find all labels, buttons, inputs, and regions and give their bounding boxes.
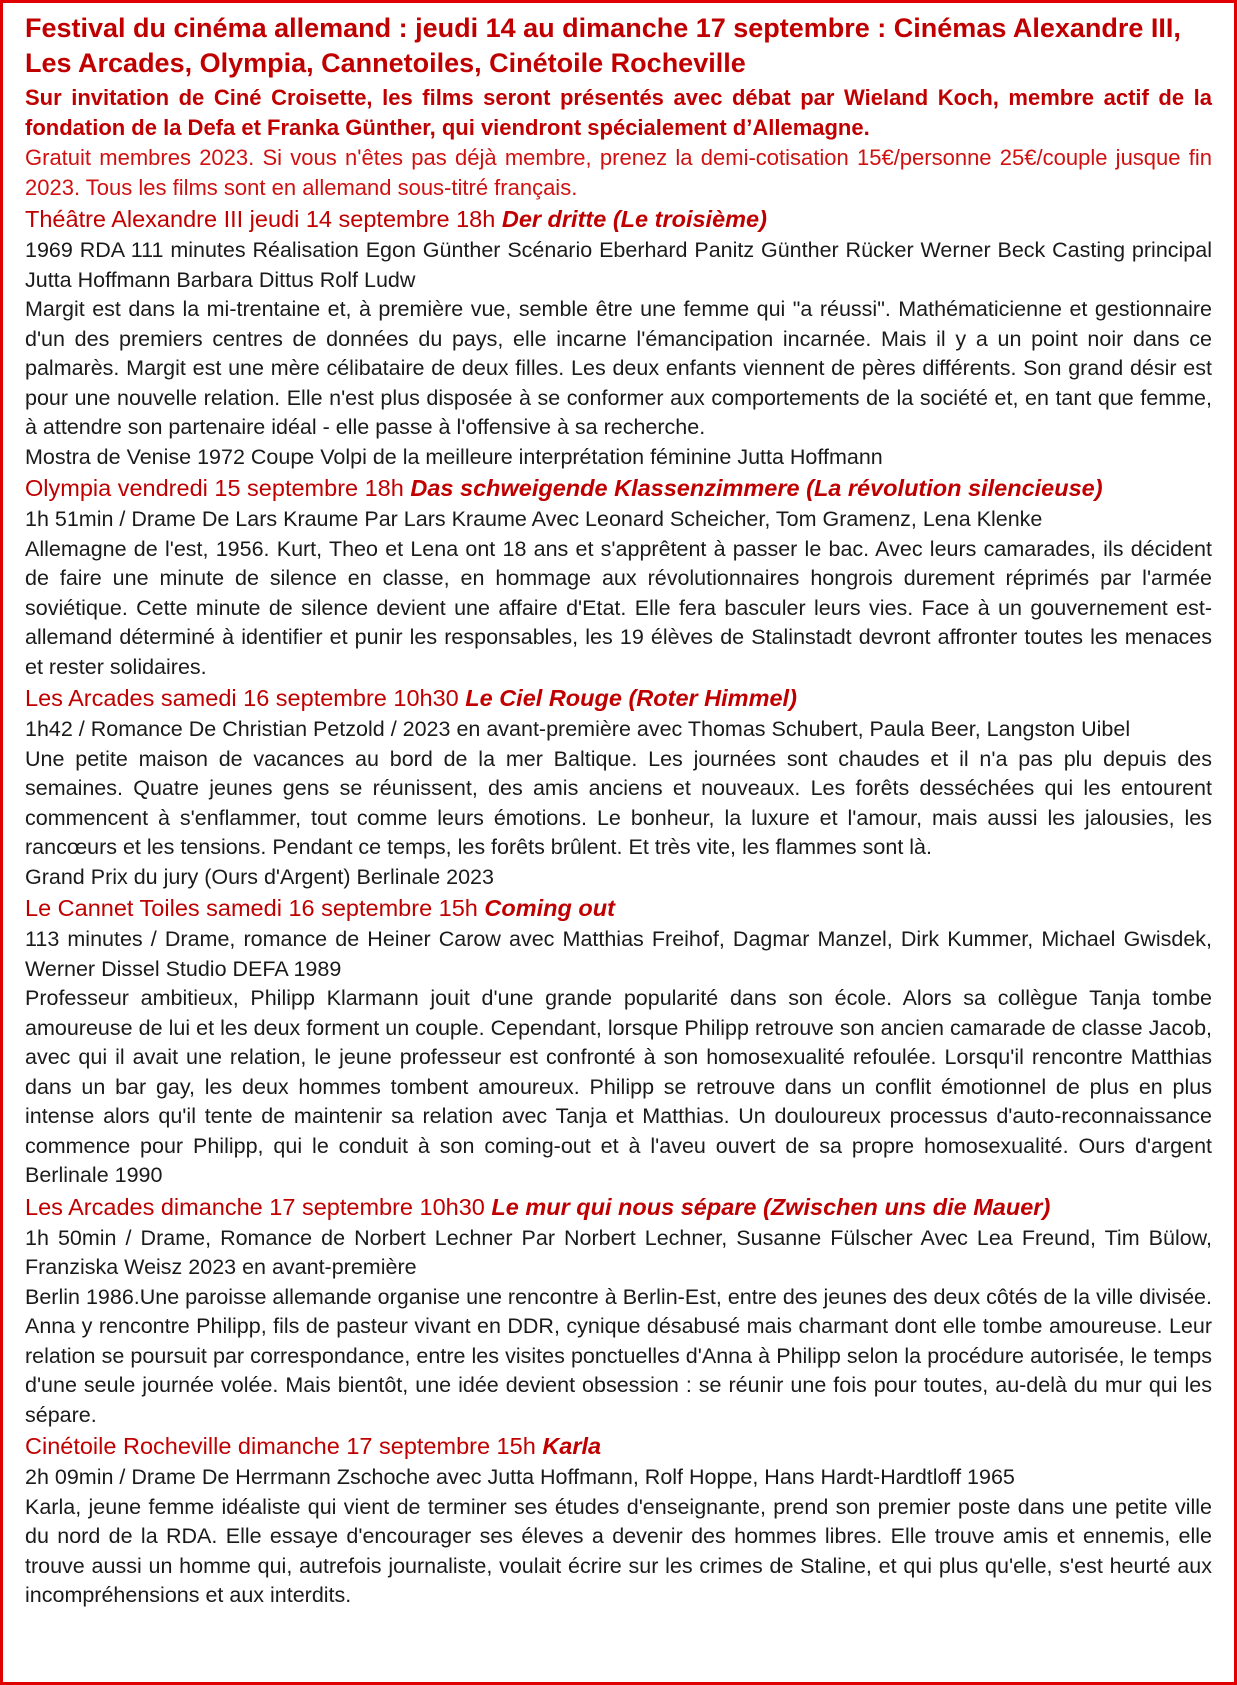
film-award: Mostra de Venise 1972 Coupe Volpi de la meilleure interprétation féminine Jutta Hoffmann <box>25 444 883 469</box>
film-section-der-dritte <box>25 204 1212 472</box>
film-credits: 113 minutes / Drame, romance de Heiner Carow avec Matthias Freihof, Dagmar Manzel, Dirk Kummer, Michael Gwisdek, Werner Dissel Studio DEFA 1989 <box>25 927 1212 981</box>
film-title: Le Ciel Rouge (Roter Himmel) <box>465 685 797 711</box>
film-synopsis: Margit est dans la mi-trentaine et, à première vue, semble être une femme qui "a réussi". Mathématicienne et gestionnaire d'un des premiers centres de données du pays, elle incarne l'émancipation incarnée. Mais il y a un point noir dans ce palmarès. Margit est une mère célibataire de deux filles. Les deux enfants viennent de pères différents. Son grand désir est pour une nouvelle relation. Elle n'est plus disposée à se conformer aux comportements de la société et, en tant que femme, à attendre son partenaire idéal - elle passe à l'offensive à sa recherche. <box>25 297 1212 439</box>
film-venue-date: Le Cannet Toiles samedi 16 septembre 15h <box>25 895 478 921</box>
film-credits: 1h42 / Romance De Christian Petzold / 2023 en avant-première avec Thomas Schubert, Paula Beer, Langston Uibel <box>25 717 1131 741</box>
film-heading <box>25 1192 1212 1223</box>
film-award: Grand Prix du jury (Ours d'Argent) Berlinale 2023 <box>25 864 494 889</box>
film-heading <box>25 1431 1212 1462</box>
document-title: Festival du cinéma allemand : jeudi 14 au dimanche 17 septembre : Cinémas Alexandre III, Les Arcades, Olympia, Cannetoiles, Cinétoile Rocheville <box>25 13 1181 78</box>
film-venue-date: Théâtre Alexandre III jeudi 14 septembre 18h <box>25 206 496 232</box>
film-title: Das schweigende Klassenzimmere (La révolution silencieuse) <box>410 475 1103 501</box>
invitation-paragraph: Sur invitation de Ciné Croisette, les films seront présentés avec débat par Wieland Koch, membre actif de la fondation de la Defa et Franka Günther, qui viendront spécialement d’Allemagne. <box>25 85 1212 140</box>
film-section-klassenzimmer <box>25 473 1212 682</box>
film-synopsis: Professeur ambitieux, Philipp Klarmann jouit d'une grande popularité dans son école. Alors sa collègue Tanja tombe amoureuse de lui et les deux forment un couple. Cependant, lorsque Philipp retrouve son ancien camarade de classe Jacob, avec qui il avait une relation, le jeune professeur est confronté à son homosexualité refoulée. Lorsqu'il rencontre Matthias dans un bar gay, les deux hommes tombent amoureux. Philipp se retrouve dans un conflit émotionnel de plus en plus intense alors qu'il tente de maintenir sa relation avec Tanja et Matthias. Un douloureux processus d'auto-reconnaissance commence pour Philipp, qui le conduit à son coming-out et à l'aveu ouvert de sa propre homosexualité. Ours d'argent Berlinale 1990 <box>25 986 1212 1187</box>
film-heading <box>25 204 1212 235</box>
film-synopsis: Allemagne de l'est, 1956. Kurt, Theo et Lena ont 18 ans et s'apprêtent à passer le bac. Avec leurs camarades, ils décident de faire une minute de silence en classe, en hommage aux révolutionnaires hongrois durement réprimés par l'armée soviétique. Cette minute de silence devient une affaire d'Etat. Elle fera basculer leurs vies. Face à un gouvernement est-allemand déterminé à identifier et punir les responsables, les 19 élèves de Stalinstadt devront affronter toutes les menaces et rester solidaires. <box>25 536 1212 679</box>
film-title: Karla <box>542 1433 602 1459</box>
film-credits: 1969 RDA 111 minutes Réalisation Egon Günther Scénario Eberhard Panitz Günther Rücker Werner Beck Casting principal Jutta Hoffmann Barbara Dittus Rolf Ludw <box>25 238 1212 292</box>
film-heading <box>25 893 1212 924</box>
film-synopsis: Karla, jeune femme idéaliste qui vient de terminer ses études d'enseignante, prend son premier poste dans une petite ville du nord de la RDA. Elle essaye d'encourager ses éleves a devenir des hommes libres. Elle trouve amis et ennemis, elle trouve aussi un homme qui, autrefois journaliste, voulait écrire sur les crimes de Staline, et qui plus qu'elle, s'est heurté aux incompréhensions et aux interdits. <box>25 1494 1212 1607</box>
film-section-le-mur <box>25 1192 1212 1431</box>
film-title: Coming out <box>484 895 615 921</box>
pricing-paragraph: Gratuit membres 2023. Si vous n'êtes pas déjà membre, prenez la demi-cotisation 15€/personne 25€/couple jusque fin 2023. Tous les films sont en allemand sous-titré français. <box>25 145 1212 200</box>
film-title: Le mur qui nous sépare (Zwischen uns die Mauer) <box>491 1193 1051 1220</box>
film-credits: 1h 51min / Drame De Lars Kraume Par Lars Kraume Avec Leonard Scheicher, Tom Gramenz, Lena Klenke <box>25 507 1043 531</box>
film-title: Der dritte (Le troisième) <box>501 206 767 232</box>
film-synopsis: Berlin 1986.Une paroisse allemande organise une rencontre à Berlin-Est, entre des jeunes des deux côtés de la ville divisée. Anna y rencontre Philipp, fils de pasteur vivant en DDR, cynique désabusé mais charmant dont elle tombe amoureuse. Leur relation se poursuit par correspondance, entre les visites ponctuelles d'Anna à Philipp selon la procédure autorisée, le temps d'une seule journée volée. Mais bientôt, une idée devient obsession : se réunir une fois pour toutes, au-delà du mur qui les sépare. <box>25 1284 1212 1427</box>
film-credits: 1h 50min / Drame, Romance de Norbert Lechner Par Norbert Lechner, Susanne Fülscher Avec Lea Freund, Tim Bülow, Franziska Weisz 2023 en avant-première <box>25 1225 1212 1279</box>
film-heading <box>25 473 1212 504</box>
film-synopsis: Une petite maison de vacances au bord de la mer Baltique. Les journées sont chaudes et il n'a pas plu depuis des semaines. Quatre jeunes gens se réunissent, des amis anciens et nouveaux. Les forêts desséchées qui les entourent commencent à s'enflammer, tout comme leurs émotions. Le bonheur, la luxure et l'amour, mais aussi les jalousies, les rancœurs et les tensions. Pendant ce temps, les forêts brûlent. Et très vite, les flammes sont là. <box>25 746 1212 859</box>
film-section-ciel-rouge <box>25 683 1212 892</box>
film-venue-date: Olympia vendredi 15 septembre 18h <box>25 475 404 501</box>
film-venue-date: Les Arcades samedi 16 septembre 10h30 <box>25 685 459 711</box>
film-heading <box>25 683 1212 714</box>
film-credits: 2h 09min / Drame De Herrmann Zschoche avec Jutta Hoffmann, Rolf Hoppe, Hans Hardt-Hardtloff 1965 <box>25 1465 1015 1489</box>
film-venue-date: Les Arcades dimanche 17 septembre 10h30 <box>25 1193 485 1220</box>
film-section-karla <box>25 1431 1212 1611</box>
film-section-coming-out <box>25 893 1212 1191</box>
film-venue-date: Cinétoile Rocheville dimanche 17 septembre 15h <box>25 1433 536 1459</box>
